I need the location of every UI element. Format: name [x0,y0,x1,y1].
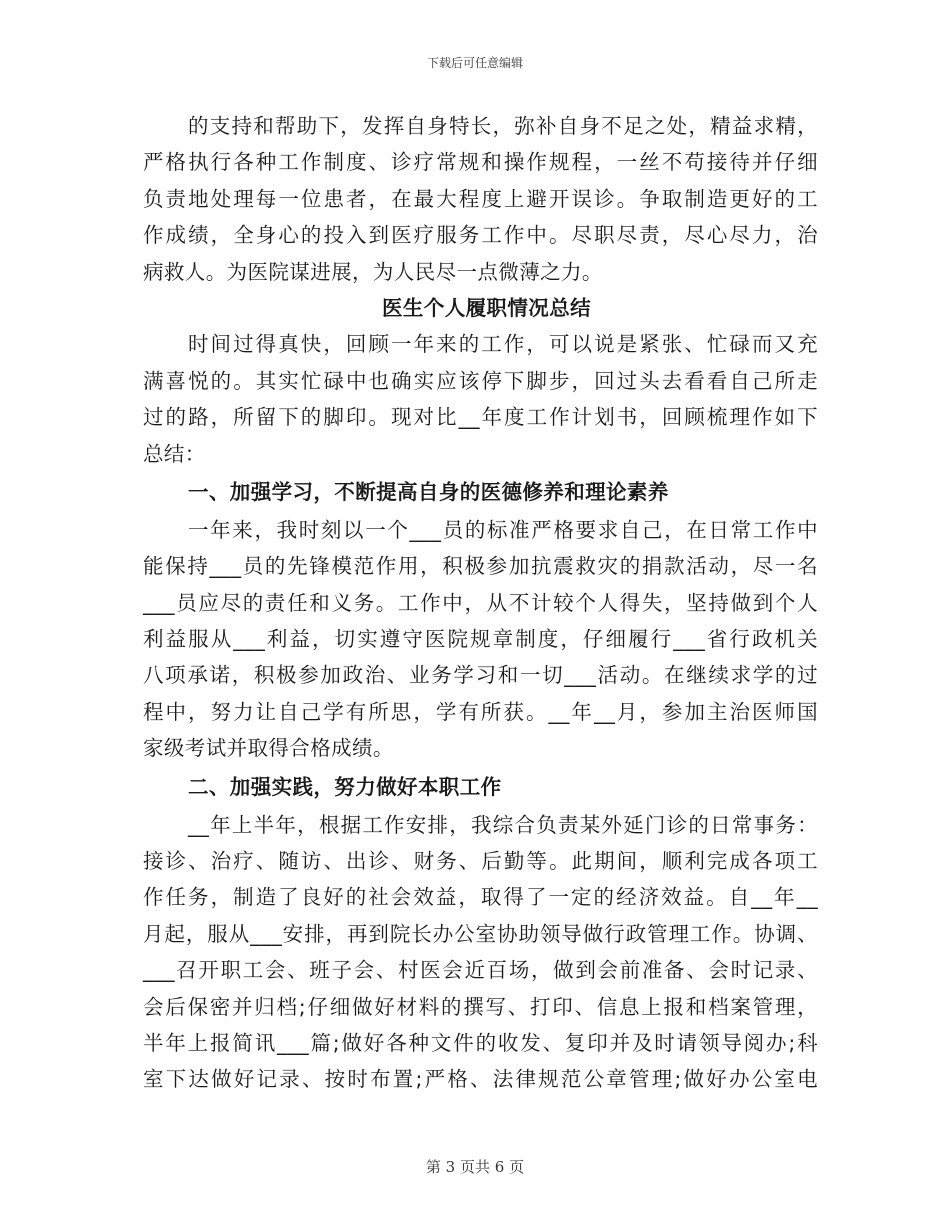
text-line: 满喜悦的。其实忙碌中也确实应该停下脚步，回过头去看看自己所走 [143,368,818,393]
text-line: 严格执行各种工作制度、诊疗常规和操作规程，一丝不苟接待并仔细 [143,150,818,175]
text-line: 总结： [143,441,206,466]
document-title: 医生个人履职情况总结 [382,295,591,320]
text-line: 的支持和帮助下，发挥自身特长，弥补自身不足之处，精益求精， [188,114,818,138]
text-line: 时间过得真快，回顾一年来的工作，可以说是紧张、忙碌而又充 [188,332,818,357]
page-header: 下载后可任意编辑 [426,56,523,70]
text-line: 半年上报简讯___篇;做好各种文件的收发、复印并及时请领导阅办;科 [143,1030,818,1055]
section-heading: 二、加强实践，努力做好本职工作 [188,774,502,799]
text-line: 一年来，我时刻以一个___员的标准严格要求自己，在日常工作中 [188,517,818,542]
page-footer: 第 3 页共 6 页 [425,1158,525,1176]
text-line: 利益服从___利益，切实遵守医院规章制度，仔细履行___省行政机关 [143,627,818,652]
text-line: __年上半年，根据工作安排，我综合负责某外延门诊的日常事务： [188,812,818,837]
text-line: 过的路，所留下的脚印。现对比__年度工作计划书，回顾梳理作如下 [143,405,818,430]
text-line: 病救人。为医院谋进展，为人民尽一点微薄之力。 [143,259,603,284]
text-line: 负责地处理每一位患者，在最大程度上避开误诊。争取制造更好的工 [143,186,818,211]
text-line: 接诊、治疗、随访、出诊、财务、后勤等。此期间，顺利完成各项工 [143,849,818,874]
text-line: 室下达做好记录、按时布置;严格、法律规范公章管理;做好办公室电 [143,1067,818,1092]
text-line: 八项承诺，积极参加政治、业务学习和一切___活动。在继续求学的过 [143,663,818,688]
document-body [143,108,818,1098]
text-line: 作成绩，全身心的投入到医疗服务工作中。尽职尽责，尽心尽力，治 [143,223,818,248]
text-line: 能保持___员的先锋模范作用，积极参加抗震救灾的捐款活动，尽一名 [143,554,818,579]
text-line: 作任务，制造了良好的社会效益，取得了一定的经济效益。自__年__ [143,885,818,910]
text-line: 家级考试并取得合格成绩。 [143,736,394,761]
text-line: 会后保密并归档;仔细做好材料的撰写、打印、信息上报和档案管理， [143,994,818,1019]
text-line: ___员应尽的责任和义务。工作中，从不计较个人得失，坚持做到个人 [143,590,818,615]
text-line: ___召开职工会、班子会、村医会近百场，做到会前准备、会时记录、 [143,958,818,983]
section-heading: 一、加强学习，不断提高自身的医德修养和理论素养 [188,479,669,504]
text-line: 程中，努力让自己学有所思，学有所获。__年__月，参加主治医师国 [143,699,818,724]
text-line: 月起，服从___安排，再到院长办公室协助领导做行政管理工作。协调、 [143,921,818,946]
